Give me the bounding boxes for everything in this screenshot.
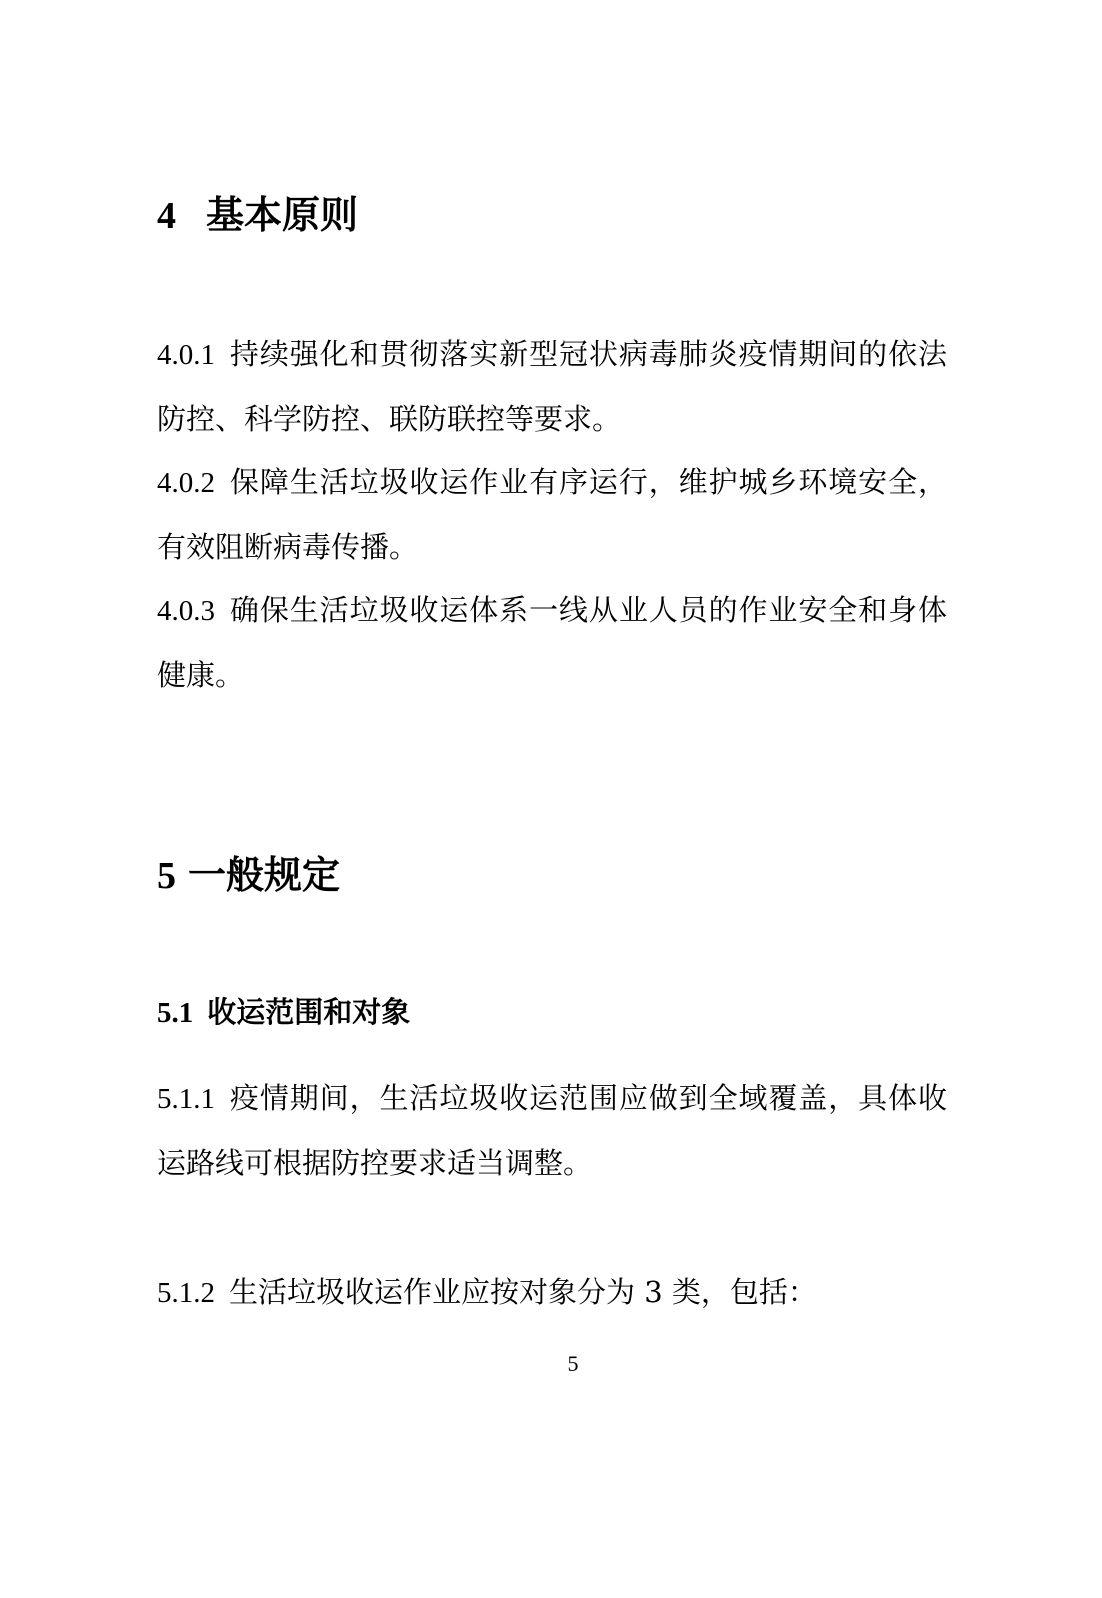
- section-heading-4: [157, 192, 358, 239]
- clause-text: 持续强化和贯彻落实新型冠状病毒肺炎疫情期间的依法防控、科学防控、联防联控等要求。: [157, 337, 947, 436]
- clause-text: 生活垃圾收运作业应按对象分为 3 类，包括：: [229, 1275, 817, 1309]
- clause-number: 4.0.2: [157, 467, 215, 499]
- page-number: 5: [567, 1351, 579, 1376]
- section-number: 4: [157, 195, 176, 237]
- clause-text: 疫情期间，生活垃圾收运范围应做到全域覆盖，具体收运路线可根据防控要求适当调整。: [157, 1081, 947, 1180]
- subsection-number: 5.1: [157, 997, 194, 1029]
- section-number: 5: [157, 855, 176, 897]
- section-title: 一般规定: [188, 852, 341, 897]
- clause-4-0-3: [157, 578, 947, 707]
- clause-number: 5.1.1: [157, 1083, 215, 1115]
- section-title: 基本原则: [206, 192, 359, 237]
- clause-4-0-1: [157, 322, 947, 451]
- clause-text: 保障生活垃圾收运作业有序运行，维护城乡环境安全，有效阻断病毒传播。: [157, 465, 947, 564]
- clause-number: 4.0.3: [157, 595, 215, 627]
- section-heading-5: [157, 852, 340, 899]
- clause-number: 4.0.1: [157, 339, 215, 371]
- clause-number: 5.1.2: [157, 1277, 215, 1309]
- subsection-heading-5-1: [157, 994, 410, 1031]
- subsection-title: 收运范围和对象: [207, 995, 411, 1029]
- clause-5-1-1: [157, 1066, 947, 1195]
- clause-4-0-2: [157, 450, 947, 579]
- clause-text: 确保生活垃圾收运体系一线从业人员的作业安全和身体健康。: [157, 593, 947, 692]
- clause-5-1-2: [157, 1260, 947, 1325]
